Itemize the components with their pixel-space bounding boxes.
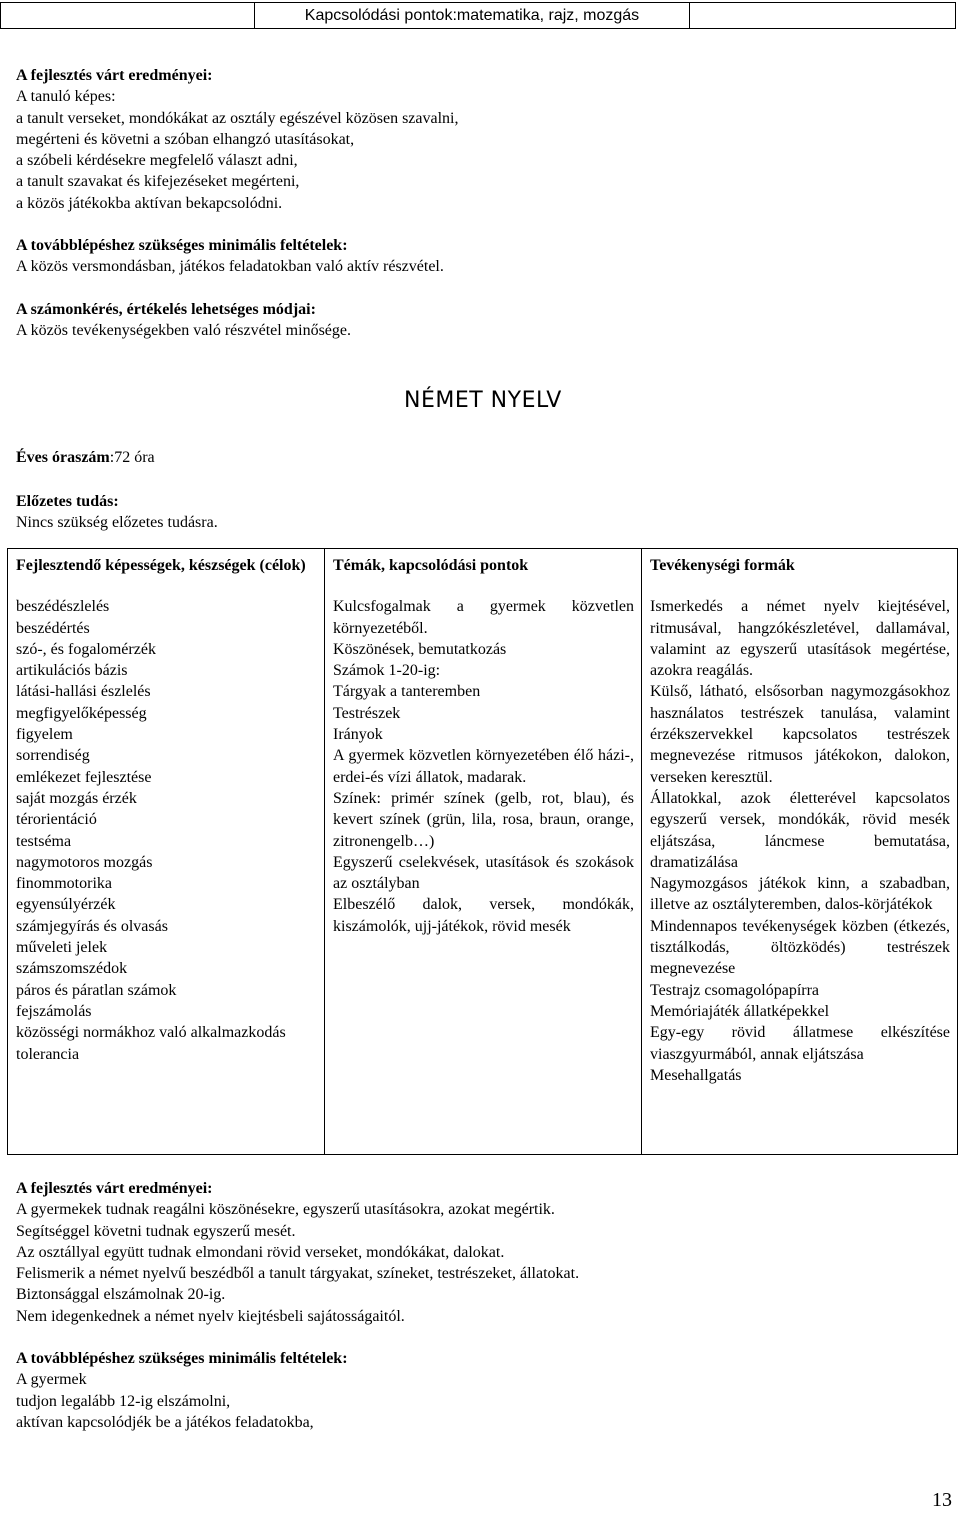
activity-item: Memóriajáték állatképekkel (650, 1002, 830, 1020)
activity-item: Testrajz csomagolópapírra (650, 981, 820, 999)
column-header-topics: Témák, kapcsolódási pontok (333, 557, 529, 574)
prior-text: Nincs szükség előzetes tudásra. (16, 514, 218, 532)
results-line: a tanult szavakat és kifejezéseket megérteni, (16, 173, 300, 191)
skill-item: saját mozgás érzék (16, 789, 137, 807)
header-cell-left (1, 3, 255, 29)
skill-item: megfigyelőképesség (16, 704, 147, 722)
column-topics (325, 549, 642, 1155)
skill-item: beszédértés (16, 619, 90, 637)
activity-item: Mesehallgatás (650, 1066, 742, 1084)
page-number: 13 (932, 1489, 952, 1511)
skill-item: fejszámolás (16, 1002, 92, 1020)
skill-item: számszomszédok (16, 960, 128, 978)
results-line-2: Az osztállyal együtt tudnak elmondani rövid verseket, mondókákat, dalokat. (16, 1243, 505, 1261)
results-line: a szóbeli kérdésekre megfelelő választ adni, (16, 152, 298, 170)
min-conditions-line: aktívan kapcsolódjék be a játékos feladatokba, (16, 1413, 314, 1431)
column-header-activities: Tevékenységi formák (650, 557, 795, 574)
skill-item: testséma (16, 832, 72, 850)
evaluation-text: A közös tevékenységekben való részvétel minősége. (16, 321, 351, 339)
results-line: a tanult verseket, mondókákat az osztály egészével közösen szavalni, (16, 109, 459, 127)
min-conditions-heading-2: A továbblépéshez szükséges minimális feltételek: (16, 1350, 348, 1368)
prior-knowledge (16, 491, 218, 534)
topic-item: Irányok (333, 726, 383, 744)
activity-item: Külső, látható, elsősorban nagymozgásokhoz használatos testrészek tanulása, valamint érzékszervekkel kapcsolatos testrészek megnevezése ritmusos játékokon, dalokon, verseken keresztül. (650, 683, 950, 786)
activity-item: Állatokkal, azok életterével kapcsolatos egyszerű versek, mondókák, rövid mesék eljátszása, láncmese bemutatása, dramatizálása (650, 789, 950, 871)
column-header-skills: Fejlesztendő képességek, készségek (célok) (16, 557, 306, 574)
results-line: A tanuló képes: (16, 88, 116, 106)
min-conditions-line: A gyermek (16, 1371, 87, 1389)
curriculum-table (7, 548, 958, 1155)
hours-label: Éves óraszám (16, 449, 110, 466)
skill-item: egyensúlyérzék (16, 896, 116, 914)
skill-item: látási-hallási észlelés (16, 683, 151, 701)
annual-hours (16, 447, 155, 468)
skill-item: térorientáció (16, 811, 97, 829)
skill-item: sorrendiség (16, 747, 90, 765)
topic-item: A gyermek közvetlen környezetében élő házi-, erdei-és vízi állatok, madarak. (333, 747, 634, 786)
topic-item: Testrészek (333, 704, 401, 722)
skill-item: közösségi normákhoz való alkalmazkodás (16, 1024, 286, 1042)
header-title: Kapcsolódási pontok:matematika, rajz, mozgás (255, 3, 690, 29)
topic-item: Színek: primér színek (gelb, rot, blau), és kevert színek (grün, lila, rosa, braun, orange, zitronengelb…) (333, 789, 634, 850)
skill-item: szó-, és fogalomérzék (16, 640, 156, 658)
results-heading: A fejlesztés várt eredményei: (16, 67, 213, 84)
results-line-2: Biztonsággal elszámolnak 20-ig. (16, 1286, 226, 1304)
column-skills (8, 549, 325, 1155)
activity-item: Mindennapos tevékenységek közben (étkezés, tisztálkodás, öltözködés) testrészek megnevezése (650, 917, 950, 978)
activity-item: Ismerkedés a német nyelv kiejtésével, ritmusával, hangzókészletével, dallamával, valamint az egyszerű utasítások megértése, azokra reagálás. (650, 598, 950, 680)
subject-title: NÉMET NYELV (404, 388, 562, 413)
skill-item: műveleti jelek (16, 939, 108, 957)
results-line: a közös játékokba aktívan bekapcsolódni. (16, 194, 283, 212)
topic-item: Egyszerű cselekvések, utasítások és szokások az osztályban (333, 853, 634, 893)
skill-item: artikulációs bázis (16, 662, 128, 680)
header-table (0, 2, 956, 29)
skill-item: páros és páratlan számok (16, 981, 177, 999)
skill-item: emlékezet fejlesztése (16, 768, 152, 786)
header-cell-right (690, 3, 956, 29)
skill-item: finommotorika (16, 875, 112, 893)
section2 (16, 1178, 916, 1433)
topic-item: Tárgyak a tanteremben (333, 683, 481, 701)
prior-heading: Előzetes tudás: (16, 493, 119, 510)
min-conditions-line: tudjon legalább 12-ig elszámolni, (16, 1392, 231, 1410)
section1 (16, 65, 916, 341)
topic-item: Kulcsfogalmak a gyermek közvetlen környezetéből. (333, 598, 634, 637)
skill-item: számjegyírás és olvasás (16, 917, 168, 935)
results-line-2: A gyermekek tudnak reagálni köszönésekre, egyszerű utasításokra, azokat megértik. (16, 1201, 555, 1219)
skill-item: nagymotoros mozgás (16, 853, 153, 871)
min-conditions-heading: A továbblépéshez szükséges minimális feltételek: (16, 237, 348, 255)
hours-value: :72 óra (109, 449, 155, 466)
min-conditions-text: A közös versmondásban, játékos feladatokban való aktív részvétel. (16, 258, 444, 276)
topic-item: Elbeszélő dalok, versek, mondókák, kiszámolók, ujj-játékok, rövid mesék (333, 896, 634, 935)
skill-item: tolerancia (16, 1045, 80, 1063)
topic-item: Számok 1-20-ig: (333, 662, 441, 680)
results-line-2: Nem idegenkednek a német nyelv kiejtésbeli sajátosságaitól. (16, 1307, 405, 1325)
topic-item: Köszönések, bemutatkozás (333, 640, 507, 658)
results-heading-2: A fejlesztés várt eredményei: (16, 1180, 213, 1197)
results-line-2: Felismerik a német nyelvű beszédből a tanult tárgyakat, színeket, testrészeket, állatokat. (16, 1265, 580, 1283)
activity-item: Nagymozgásos játékok kinn, a szabadban, illetve az osztályteremben, dalos-körjátékok (650, 875, 950, 914)
results-line: megérteni és követni a szóban elhangzó utasításokat, (16, 130, 355, 148)
skill-item: beszédészlelés (16, 598, 110, 616)
evaluation-heading: A számonkérés, értékelés lehetséges módjai: (16, 300, 316, 318)
skill-item: figyelem (16, 726, 73, 744)
results-line-2: Segítséggel követni tudnak egyszerű mesét. (16, 1222, 296, 1240)
activity-item: Egy-egy rövid állatmese elkészítése viaszgyurmából, annak eljátszása (650, 1024, 950, 1063)
column-activities (642, 549, 958, 1155)
